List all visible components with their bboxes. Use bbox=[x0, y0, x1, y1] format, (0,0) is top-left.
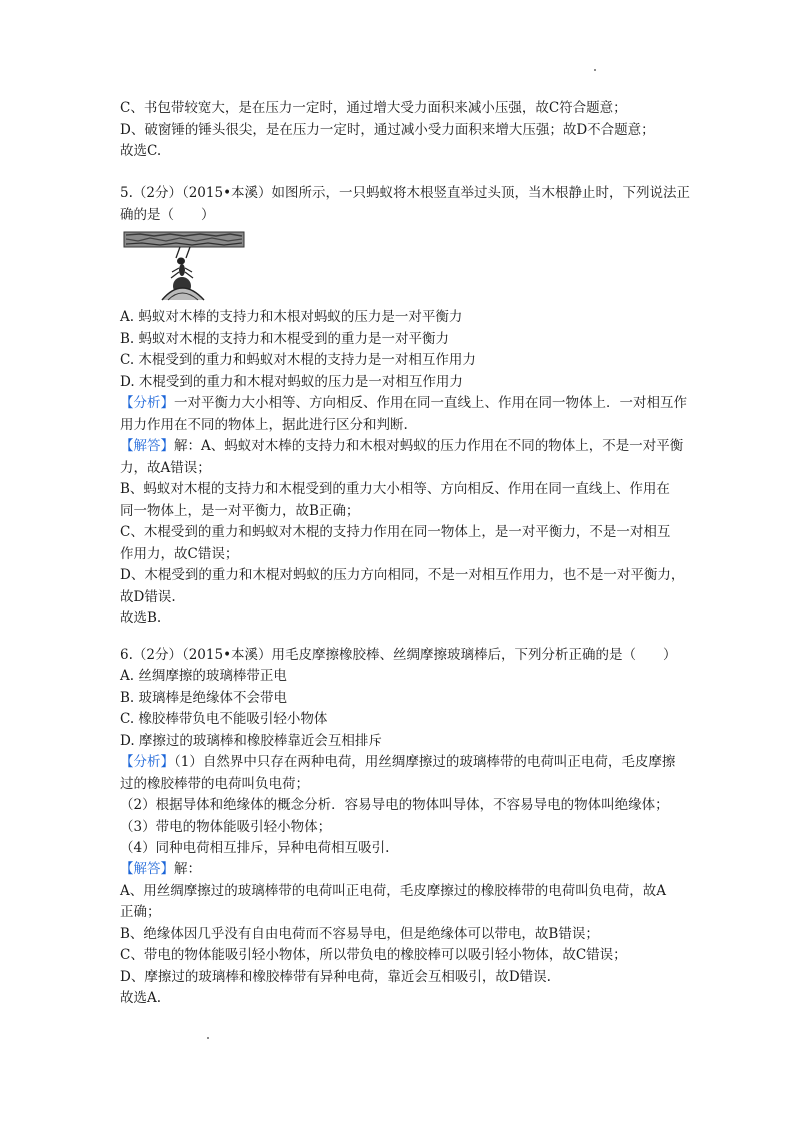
prev-answer-block bbox=[120, 98, 690, 163]
prev-answer-line-c: C、书包带较宽大，是在压力一定时，通过增大受力面积来减小压强，故C符合题意； bbox=[120, 100, 627, 116]
question-6-answer-line-1: A、用丝绸摩擦过的玻璃棒带的电荷叫正电荷，毛皮摩擦过的橡胶棒带的电荷叫负电荷，故A bbox=[120, 882, 666, 899]
answer-text: 解： bbox=[174, 861, 201, 877]
question-6-analysis-line-2: 过的橡胶棒带的电荷叫负电荷； bbox=[120, 775, 309, 792]
question-5-answer-line-2: 力，故A错误； bbox=[120, 459, 211, 476]
question-6-answer-line-5: D、摩擦过的玻璃棒和橡胶棒带有异种电荷，靠近会互相吸引，故D错误. bbox=[120, 968, 551, 985]
question-6-stem bbox=[120, 645, 690, 667]
question-6-analysis bbox=[120, 752, 690, 860]
bottom-dot-mark bbox=[207, 1037, 209, 1039]
question-6-option-c: C. 橡胶棒带负电不能吸引轻小物体 bbox=[120, 711, 328, 727]
question-5-answer-line-4: 同一物体上，是一对平衡力，故B正确； bbox=[120, 502, 360, 519]
ant-lifting-stick-figure bbox=[120, 226, 248, 302]
question-6-answer-line-4: C、带电的物体能吸引轻小物体，所以带负电的橡胶棒可以吸引轻小物体，故C错误； bbox=[120, 947, 627, 963]
question-6-conclusion: 故选A. bbox=[120, 990, 162, 1006]
analysis-tag: 【分析】 bbox=[120, 754, 174, 770]
question-5-option-b: B. 蚂蚁对木棍的支持力和木棍受到的重力是一对平衡力 bbox=[120, 330, 450, 347]
question-5-analysis-line-2: 用力作用在不同的物体上，据此进行区分和判断. bbox=[120, 416, 408, 433]
prev-answer-conclusion: 故选C. bbox=[120, 143, 162, 159]
question-5-options bbox=[120, 307, 690, 393]
question-5-option-a: A. 蚂蚁对木棒的支持力和木根对蚂蚁的压力是一对平衡力 bbox=[120, 309, 463, 325]
question-5-stem-line-2: 确的是（ ） bbox=[120, 206, 215, 223]
question-6-option-b: B. 玻璃棒是绝缘体不会带电 bbox=[120, 689, 288, 706]
question-6-answer-line-3: B、绝缘体因几乎没有自由电荷而不容易导电，但是绝缘体可以带电，故B错误； bbox=[120, 925, 599, 942]
prev-answer-line-d: D、破窗锤的锤头很尖，是在压力一定时，通过减小受力面积来增大压强；故D不合题意； bbox=[120, 121, 655, 138]
question-5-answer-line-1 bbox=[120, 436, 690, 458]
question-5-answer bbox=[120, 436, 690, 630]
question-5-analysis bbox=[120, 393, 690, 436]
analysis-text: 一对平衡力大小相等、方向相反、作用在同一直线上、作用在同一物体上．一对相互作 bbox=[174, 395, 687, 411]
question-5-answer-line-7: D、木棍受到的重力和木棍对蚂蚁的压力方向相同，不是一对相互作用力，也不是一对平衡力， bbox=[120, 567, 685, 583]
question-5-option-c: C. 木棍受到的重力和蚂蚁对木棍的支持力是一对相互作用力 bbox=[120, 352, 476, 368]
question-6-stem-line: 6.（2分）（2015•本溪）用毛皮摩擦橡胶棒、丝绸摩擦玻璃棒后，下列分析正确的是（ ） bbox=[120, 647, 677, 663]
question-6-analysis-line-5: （4）同种电荷相互排斥，异种电荷相互吸引. bbox=[120, 840, 390, 856]
answer-text: 解：A、蚂蚁对木棒的支持力和木根对蚂蚁的压力作用在不同的物体上，不是一对平衡 bbox=[174, 438, 684, 454]
analysis-text: （1）自然界中只存在两种电荷，用丝绸摩擦过的玻璃棒带的电荷叫正电荷，毛皮摩擦 bbox=[174, 754, 676, 770]
question-6-analysis-line-3: （2）根据导体和绝缘体的概念分析．容易导电的物体叫导体，不容易导电的物体叫绝缘体； bbox=[120, 797, 669, 813]
question-5-option-d: D. 木棍受到的重力和木棍对蚂蚁的压力是一对相互作用力 bbox=[120, 373, 463, 390]
analysis-tag: 【分析】 bbox=[120, 395, 174, 411]
question-5-stem-line-1: 5.（2分）（2015•本溪）如图所示，一只蚂蚁将木根竖直举过头顶，当木根静止时，下列说法正 bbox=[120, 185, 691, 201]
top-dot-mark bbox=[594, 69, 596, 71]
question-5-answer-line-8: 故D错误. bbox=[120, 588, 176, 605]
question-6-answer-line-2: 正确； bbox=[120, 904, 161, 920]
question-5-answer-line-3: B、蚂蚁对木棍的支持力和木棍受到的重力大小相等、方向相反、作用在同一直线上、作用在 bbox=[120, 481, 670, 497]
question-6-answer bbox=[120, 859, 690, 1010]
answer-tag: 【解答】 bbox=[120, 861, 174, 877]
question-6-option-d: D. 摩擦过的玻璃棒和橡胶棒靠近会互相排斥 bbox=[120, 732, 382, 749]
question-5-analysis-line-1 bbox=[120, 393, 690, 415]
question-6-answer-head bbox=[120, 859, 690, 881]
question-6-option-a: A. 丝绸摩擦的玻璃棒带正电 bbox=[120, 668, 287, 684]
question-5-conclusion: 故选B. bbox=[120, 610, 162, 626]
question-6-analysis-line-4: （3）带电的物体能吸引轻小物体； bbox=[120, 818, 332, 835]
answer-tag: 【解答】 bbox=[120, 438, 174, 454]
question-5-answer-line-6: 作用力，故C错误； bbox=[120, 545, 239, 562]
question-5-stem bbox=[120, 183, 690, 226]
question-6-analysis-line-1 bbox=[120, 752, 690, 774]
question-5-answer-line-5: C、木棍受到的重力和蚂蚁对木棍的支持力作用在同一物体上，是一对平衡力，不是一对相互 bbox=[120, 524, 671, 540]
question-6-options bbox=[120, 666, 690, 752]
